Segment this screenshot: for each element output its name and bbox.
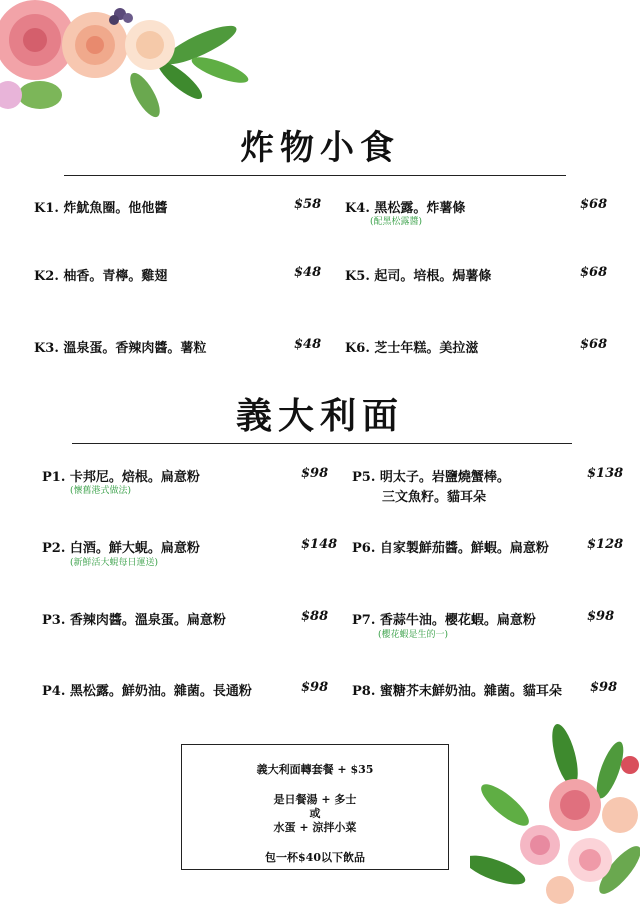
price-p8: $98 (590, 680, 618, 695)
menu-item-p5-line2: 三文魚籽。貓耳朵 (382, 490, 487, 505)
set-meal-option-2: 水蛋 + 涼拌小菜 (273, 821, 357, 834)
section-divider (72, 443, 572, 444)
menu-item-p1: P1. 卡邦尼。焙根。扁意粉 (42, 470, 200, 485)
price-k3: $48 (294, 337, 322, 352)
menu-item-p4: P4. 黑松露。鮮奶油。雜菌。長通粉 (42, 684, 252, 699)
set-meal-drink: 包一杯$40以下飲品 (265, 851, 365, 864)
set-meal-or: 或 (309, 807, 321, 820)
price-p3: $88 (301, 609, 329, 624)
set-meal-option-1: 是日餐湯 + 多士 (273, 793, 357, 806)
price-k2: $48 (294, 265, 322, 280)
note-p1: (懷舊港式做法) (70, 486, 132, 496)
price-p6: $128 (587, 537, 624, 552)
menu-item-p5: P5. 明太子。岩鹽燒蟹棒。 (352, 470, 510, 485)
menu-item-k5: K5. 起司。培根。焗薯條 (345, 269, 492, 284)
floral-decoration-bottom-right (470, 720, 640, 905)
price-p2: $148 (301, 537, 338, 552)
note-k4: (配黑松露醬) (370, 217, 423, 227)
menu-item-k3: K3. 溫泉蛋。香辣肉醬。薯粒 (34, 341, 207, 356)
menu-item-k1: K1. 炸魷魚圈。他他醬 (34, 201, 168, 216)
menu-item-p7: P7. 香蒜牛油。櫻花蝦。扁意粉 (352, 613, 536, 628)
price-k1: $58 (294, 197, 322, 212)
menu-item-p3: P3. 香辣肉醬。溫泉蛋。扁意粉 (42, 613, 226, 628)
menu-item-p2: P2. 白酒。鮮大蜆。扁意粉 (42, 541, 200, 556)
menu-item-p6: P6. 自家製鮮茄醬。鮮蝦。扁意粉 (352, 541, 549, 556)
price-k6: $68 (580, 337, 608, 352)
price-k5: $68 (580, 265, 608, 280)
menu-item-p8: P8. 蜜糖芥末鮮奶油。雜菌。貓耳朵 (352, 684, 562, 699)
price-p7: $98 (587, 609, 615, 624)
note-p2: (新鮮活大蜆每日運送) (70, 558, 159, 568)
set-meal-box (181, 744, 449, 870)
section-title-pasta: 義大利面 (235, 395, 404, 437)
menu-item-k4: K4. 黑松露。炸薯條 (345, 201, 466, 216)
price-p1: $98 (301, 466, 329, 481)
set-meal-upgrade: 義大利面轉套餐 + $35 (256, 763, 374, 776)
section-divider (64, 175, 566, 176)
section-title-fried: 炸物小食 (240, 128, 400, 168)
note-p7: (櫻花蝦是生的一) (378, 630, 449, 640)
menu-item-k2: K2. 柚香。青檸。雞翅 (34, 269, 168, 284)
price-p5: $138 (587, 466, 624, 481)
price-p4: $98 (301, 680, 329, 695)
price-k4: $68 (580, 197, 608, 212)
menu-item-k6: K6. 芝士年糕。美拉滋 (345, 341, 479, 356)
